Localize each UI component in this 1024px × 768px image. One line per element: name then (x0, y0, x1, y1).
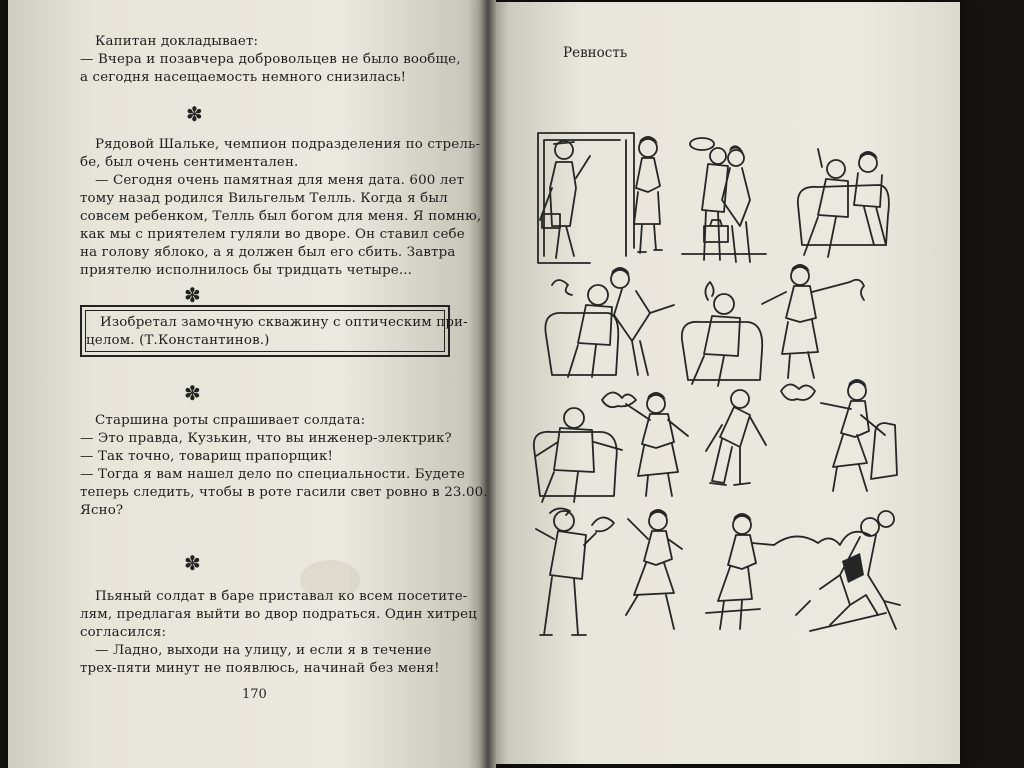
joke2-line6: как мы с приятелем гуляли во дворе. Он ставил себе (80, 227, 465, 242)
joke1-line2: — Вчера и позавчера добровольцев не было вообще, (80, 52, 461, 67)
quote-line2: целом. (Т.Константинов.) (86, 333, 270, 348)
joke2-line3: — Сегодня очень памятная для меня дата. 600 лет (95, 173, 465, 188)
separator-icon: ✽ (186, 102, 203, 126)
joke2-line1: Рядовой Шальке, чемпион подразделения по стрель- (95, 137, 481, 152)
paper-stain (300, 560, 360, 600)
separator-icon: ✽ (184, 283, 201, 307)
joke2-line2: бе, был очень сентиментален. (80, 155, 299, 170)
cartoon-panel-3 (788, 145, 898, 265)
separator-icon: ✽ (184, 381, 201, 405)
book-gutter (480, 0, 496, 768)
quote-box (80, 305, 468, 357)
cartoon-panel-5 (678, 280, 768, 390)
joke2-line4: тому назад родился Вильгельм Телль. Когда я был (80, 191, 448, 206)
joke1-line3: а сегодня насещаемость немного снизилась! (80, 70, 407, 85)
cartoon-panel-1 (530, 128, 670, 268)
joke3-line1: Старшина роты спрашивает солдата: (95, 413, 366, 428)
joke4-line4: — Ладно, выходи на улицу, и если я в течение (95, 643, 432, 658)
joke3-line6: Ясно? (80, 503, 124, 518)
cartoon-panel-4 (538, 265, 678, 385)
cartoon-panel-6 (760, 262, 870, 382)
page-title: Ревность (563, 45, 628, 61)
separator-icon: ✽ (184, 551, 201, 575)
joke3-line5: теперь следить, чтобы в роте гасили свет ровно в 23.00. (80, 485, 488, 500)
joke3-line2: — Это правда, Кузькин, что вы инженер-электрик? (80, 431, 452, 446)
joke3-line3: — Так точно, товарищ прапорщик! (80, 449, 334, 464)
joke2-line8: приятелю исполнилось бы тридцать четыре... (80, 263, 413, 278)
joke4-line1: Пьяный солдат в баре приставал ко всем посетите- (95, 589, 468, 604)
joke3-line4: — Тогда я вам нашел дело по специальности. Будете (80, 467, 465, 482)
joke4-line5: трех-пяти минут не появлюсь, начинай без меня! (80, 661, 440, 676)
quote-line1: Изобретал замочную скважину с оптическим при- (100, 315, 468, 330)
cartoon-panel-2 (680, 130, 770, 270)
cartoon-panel-12 (700, 505, 905, 640)
joke1-line1: Капитан докладывает: (95, 34, 259, 49)
cartoon-panel-11 (530, 505, 690, 645)
cartoon-panel-9 (700, 385, 770, 500)
page-number: 170 (242, 687, 267, 702)
joke4-line2: лям, предлагая выйти во двор подраться. Один хитрец (80, 607, 477, 622)
joke4-line3: согласился: (80, 625, 167, 640)
cartoon-panel-8 (598, 380, 693, 500)
cartoon-panel-10 (775, 375, 900, 500)
joke2-line5: совсем ребенком, Телль был богом для меня. Я помню, (80, 209, 482, 224)
joke2-line7: на голову яблоко, а я должен был его сбить. Завтра (80, 245, 456, 260)
